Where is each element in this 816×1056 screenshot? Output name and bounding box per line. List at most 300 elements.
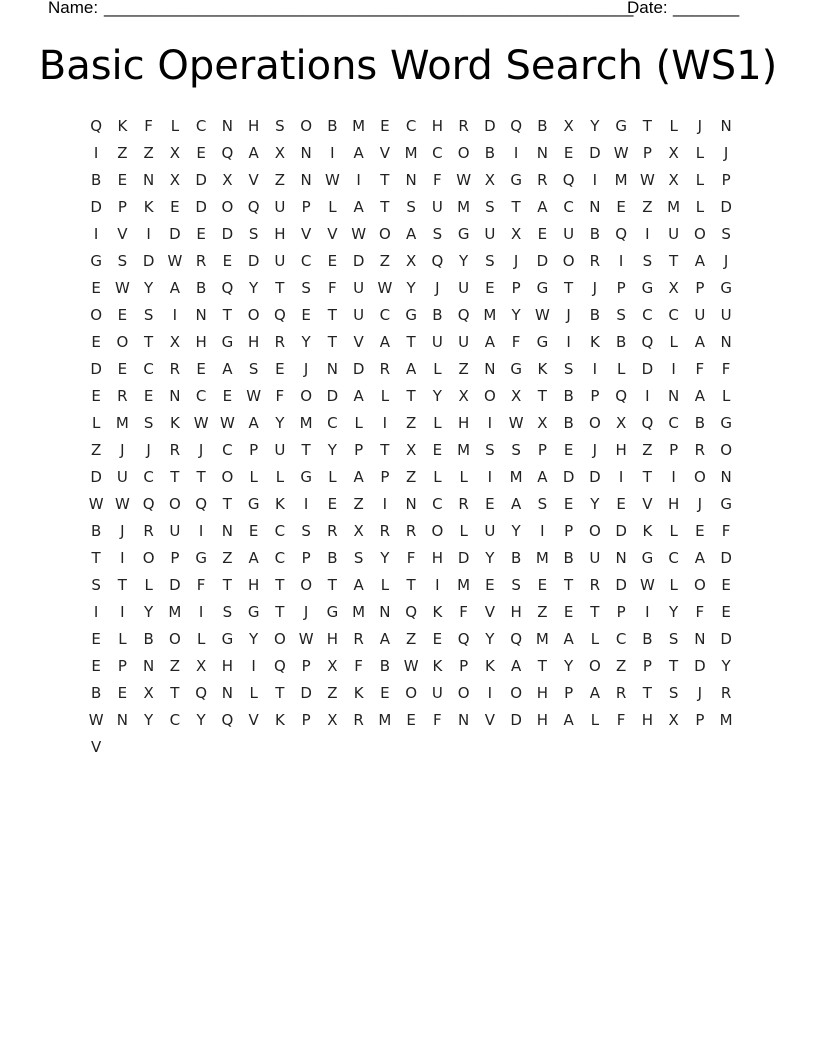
grid-letter: O bbox=[247, 305, 260, 324]
grid-letter: J bbox=[435, 278, 440, 297]
grid-letter: Y bbox=[406, 278, 416, 297]
grid-letter: W bbox=[246, 386, 262, 405]
grid-letter: L bbox=[249, 467, 258, 486]
grid-letter: T bbox=[406, 332, 416, 351]
grid-letter: Z bbox=[615, 656, 627, 675]
grid-letter: D bbox=[720, 629, 732, 648]
grid-letter: G bbox=[221, 629, 234, 648]
grid-letter: S bbox=[248, 359, 259, 378]
grid-letter: U bbox=[353, 305, 365, 324]
grid-letter: S bbox=[563, 359, 574, 378]
grid-letter: Y bbox=[485, 548, 495, 567]
grid-letter: P bbox=[695, 278, 705, 297]
grid-letter: E bbox=[91, 629, 101, 648]
grid-letter: N bbox=[116, 710, 128, 729]
grid-letter: A bbox=[248, 143, 259, 162]
grid-letter: D bbox=[352, 251, 365, 270]
grid-letter: K bbox=[642, 521, 653, 540]
grid-letter: X bbox=[405, 251, 417, 270]
grid-letter: P bbox=[117, 656, 127, 675]
grid-letter: S bbox=[143, 413, 154, 432]
grid-letter: G bbox=[720, 278, 732, 297]
grid-letter: E bbox=[721, 575, 731, 594]
grid-letter: O bbox=[562, 251, 575, 270]
date-label: Date: bbox=[627, 0, 668, 17]
grid-letter: F bbox=[328, 278, 337, 297]
grid-letter: N bbox=[326, 359, 338, 378]
grid-letter: S bbox=[353, 548, 364, 567]
grid-letter: T bbox=[564, 278, 574, 297]
grid-letter: P bbox=[170, 548, 180, 567]
grid-letter: V bbox=[300, 224, 312, 243]
grid-letter: V bbox=[117, 224, 128, 243]
grid-letter: Y bbox=[249, 278, 259, 297]
grid-letter: L bbox=[459, 467, 468, 486]
grid-letter: D bbox=[457, 548, 470, 567]
grid-letter: V bbox=[484, 710, 495, 729]
grid-letter: Q bbox=[221, 710, 234, 729]
grid-letter: A bbox=[169, 278, 180, 297]
grid-letter: I bbox=[592, 170, 598, 189]
grid-letter: Z bbox=[405, 467, 417, 486]
grid-letter: P bbox=[590, 386, 600, 405]
grid-letter: S bbox=[91, 575, 101, 594]
grid-letter: F bbox=[459, 602, 468, 621]
grid-letter: G bbox=[457, 224, 470, 243]
grid-letter: I bbox=[645, 224, 650, 243]
grid-letter: J bbox=[120, 521, 125, 540]
grid-letter: I bbox=[198, 521, 204, 540]
grid-letter: B bbox=[327, 116, 338, 135]
grid-letter: L bbox=[669, 521, 678, 540]
grid-letter: I bbox=[303, 494, 309, 513]
grid-letter: G bbox=[720, 413, 732, 432]
grid-letter: P bbox=[616, 602, 626, 621]
grid-letter: C bbox=[563, 197, 574, 216]
grid-letter: A bbox=[405, 224, 417, 243]
grid-letter: N bbox=[458, 710, 470, 729]
grid-letter: L bbox=[170, 116, 180, 135]
grid-letter: H bbox=[195, 332, 207, 351]
grid-letter: E bbox=[275, 359, 285, 378]
grid-letter: W bbox=[639, 575, 655, 594]
grid-letter: M bbox=[667, 197, 681, 216]
grid-letter: O bbox=[693, 224, 706, 243]
grid-letter: W bbox=[88, 710, 104, 729]
grid-letter: I bbox=[382, 494, 388, 513]
grid-letter: E bbox=[695, 521, 705, 540]
grid-letter: T bbox=[380, 440, 390, 459]
grid-letter: E bbox=[222, 386, 233, 405]
grid-letter: D bbox=[90, 467, 102, 486]
grid-letter: A bbox=[353, 386, 364, 405]
grid-letter: B bbox=[510, 548, 522, 567]
grid-letter: N bbox=[720, 467, 732, 486]
grid-letter: C bbox=[222, 440, 233, 459]
grid-letter: R bbox=[589, 251, 601, 270]
grid-letter: U bbox=[563, 224, 575, 243]
grid-letter: W bbox=[351, 224, 367, 243]
grid-letter: Z bbox=[405, 629, 417, 648]
grid-letter: L bbox=[433, 413, 442, 432]
grid-letter: J bbox=[513, 251, 519, 270]
grid-letter: R bbox=[694, 440, 706, 459]
grid-letter: P bbox=[301, 656, 311, 675]
grid-letter: R bbox=[458, 494, 469, 513]
grid-letter: J bbox=[723, 143, 729, 162]
grid-letter: Z bbox=[117, 143, 128, 162]
grid-letter: C bbox=[274, 521, 286, 540]
grid-letter: V bbox=[379, 143, 390, 162]
grid-letter: L bbox=[669, 575, 678, 594]
grid-letter: Z bbox=[169, 656, 181, 675]
grid-letter: L bbox=[721, 386, 731, 405]
grid-letter: O bbox=[510, 683, 523, 702]
grid-letter: S bbox=[485, 197, 495, 216]
grid-letter: O bbox=[221, 197, 234, 216]
grid-letter: F bbox=[695, 602, 705, 621]
grid-letter: H bbox=[641, 710, 654, 729]
grid-letter: P bbox=[249, 440, 259, 459]
grid-letter: O bbox=[588, 413, 601, 432]
grid-letter: F bbox=[433, 710, 442, 729]
grid-letter: T bbox=[642, 467, 652, 486]
grid-letter: Q bbox=[641, 413, 654, 432]
grid-letter: L bbox=[433, 359, 442, 378]
grid-letter: E bbox=[563, 602, 574, 621]
grid-letter: A bbox=[694, 332, 705, 351]
grid-letter: S bbox=[668, 629, 679, 648]
grid-letter: E bbox=[563, 494, 574, 513]
grid-letter: E bbox=[485, 575, 495, 594]
grid-letter: I bbox=[671, 359, 676, 378]
grid-letter: P bbox=[564, 683, 574, 702]
grid-letter: O bbox=[457, 143, 470, 162]
grid-letter: U bbox=[458, 332, 470, 351]
grid-letter: X bbox=[668, 143, 679, 162]
grid-letter: T bbox=[380, 170, 390, 189]
grid-letter: C bbox=[668, 548, 679, 567]
grid-letter: M bbox=[614, 170, 628, 189]
grid-letter: C bbox=[195, 116, 207, 135]
grid-letter: I bbox=[356, 170, 361, 189]
grid-letter: S bbox=[485, 251, 495, 270]
grid-letter: P bbox=[721, 170, 731, 189]
grid-letter: M bbox=[352, 602, 366, 621]
grid-letter: L bbox=[459, 521, 468, 540]
grid-letter: U bbox=[668, 224, 680, 243]
grid-letter: G bbox=[247, 602, 260, 621]
grid-letter: W bbox=[639, 170, 655, 189]
grid-letter: D bbox=[90, 359, 102, 378]
grid-letter: Q bbox=[247, 197, 260, 216]
grid-letter: K bbox=[274, 494, 285, 513]
grid-letter: T bbox=[642, 683, 652, 702]
grid-letter: N bbox=[589, 197, 601, 216]
grid-letter: Z bbox=[327, 683, 338, 702]
grid-letter: V bbox=[484, 602, 495, 621]
grid-letter: X bbox=[668, 710, 679, 729]
grid-letter: G bbox=[720, 494, 732, 513]
grid-letter: S bbox=[143, 305, 154, 324]
grid-letter: X bbox=[327, 656, 338, 675]
grid-letter: S bbox=[668, 683, 679, 702]
grid-letter: L bbox=[695, 170, 705, 189]
grid-letter: A bbox=[353, 467, 364, 486]
grid-letter: V bbox=[353, 332, 364, 351]
grid-letter: P bbox=[301, 197, 311, 216]
grid-letter: N bbox=[720, 332, 732, 351]
grid-letter: L bbox=[590, 710, 600, 729]
grid-letter: C bbox=[143, 467, 154, 486]
grid-letter: X bbox=[169, 332, 181, 351]
grid-letter: D bbox=[589, 467, 601, 486]
grid-letter: K bbox=[484, 656, 495, 675]
grid-letter: P bbox=[669, 440, 679, 459]
grid-letter: T bbox=[275, 683, 285, 702]
grid-letter: T bbox=[327, 575, 337, 594]
grid-letter: O bbox=[405, 683, 418, 702]
grid-letter: M bbox=[299, 413, 313, 432]
grid-letter: Q bbox=[510, 116, 523, 135]
grid-letter: D bbox=[720, 548, 732, 567]
grid-letter: X bbox=[405, 440, 417, 459]
grid-letter: C bbox=[327, 413, 338, 432]
grid-letter: Y bbox=[432, 386, 442, 405]
grid-letter: N bbox=[221, 683, 233, 702]
grid-letter: G bbox=[641, 548, 654, 567]
grid-letter: O bbox=[483, 386, 496, 405]
grid-letter: R bbox=[379, 359, 391, 378]
grid-letter: T bbox=[170, 683, 180, 702]
grid-letter: M bbox=[719, 710, 733, 729]
grid-letter: Z bbox=[405, 413, 417, 432]
grid-letter: Y bbox=[275, 413, 285, 432]
grid-letter: T bbox=[642, 116, 652, 135]
grid-letter: F bbox=[511, 332, 521, 351]
grid-letter: L bbox=[91, 413, 101, 432]
grid-letter: Q bbox=[615, 386, 628, 405]
grid-letter: D bbox=[536, 251, 549, 270]
grid-letter: F bbox=[433, 170, 442, 189]
grid-letter: A bbox=[563, 629, 574, 648]
grid-letter: I bbox=[146, 224, 151, 243]
grid-letter: M bbox=[404, 143, 418, 162]
grid-letter: H bbox=[431, 548, 444, 567]
grid-letter: H bbox=[247, 332, 260, 351]
grid-letter: L bbox=[275, 467, 285, 486]
grid-letter: D bbox=[694, 656, 706, 675]
grid-letter: G bbox=[536, 332, 549, 351]
grid-letter: X bbox=[563, 116, 574, 135]
grid-letter: E bbox=[143, 386, 154, 405]
grid-letter: Q bbox=[405, 602, 418, 621]
grid-letter: M bbox=[535, 548, 549, 567]
grid-letter: Z bbox=[222, 548, 233, 567]
grid-letter: Y bbox=[301, 332, 311, 351]
grid-letter: Q bbox=[431, 251, 444, 270]
grid-letter: Q bbox=[457, 629, 470, 648]
grid-letter: J bbox=[697, 116, 703, 135]
grid-letter: W bbox=[403, 656, 419, 675]
grid-letter: O bbox=[457, 683, 470, 702]
grid-letter: T bbox=[380, 197, 390, 216]
grid-letter: K bbox=[274, 710, 285, 729]
grid-letter: W bbox=[508, 413, 524, 432]
grid-letter: Q bbox=[221, 278, 234, 297]
grid-letter: O bbox=[300, 116, 313, 135]
grid-letter: Q bbox=[510, 629, 523, 648]
grid-letter: X bbox=[274, 143, 286, 162]
grid-letter: I bbox=[487, 413, 493, 432]
grid-letter: B bbox=[615, 332, 627, 351]
grid-letter: A bbox=[248, 413, 259, 432]
grid-letter: O bbox=[273, 629, 286, 648]
grid-letter: U bbox=[458, 278, 470, 297]
grid-letter: D bbox=[169, 575, 181, 594]
grid-letter: I bbox=[120, 602, 125, 621]
grid-letter: I bbox=[93, 224, 99, 243]
grid-letter: W bbox=[114, 278, 130, 297]
grid-letter: M bbox=[115, 413, 129, 432]
grid-letter: D bbox=[352, 359, 365, 378]
grid-letter: G bbox=[221, 332, 234, 351]
grid-letter: E bbox=[432, 629, 443, 648]
grid-letter: K bbox=[432, 656, 443, 675]
grid-letter: P bbox=[695, 710, 705, 729]
grid-letter: V bbox=[327, 224, 338, 243]
grid-letter: S bbox=[511, 440, 521, 459]
grid-letter: O bbox=[693, 575, 706, 594]
grid-letter: H bbox=[510, 602, 522, 621]
grid-letter: X bbox=[668, 170, 679, 189]
grid-letter: P bbox=[301, 548, 311, 567]
grid-letter: W bbox=[219, 413, 235, 432]
grid-letter: P bbox=[301, 710, 311, 729]
grid-letter: L bbox=[328, 467, 337, 486]
grid-letter: E bbox=[537, 575, 548, 594]
grid-letter: G bbox=[405, 305, 417, 324]
grid-letter: I bbox=[382, 413, 388, 432]
grid-letter: Y bbox=[196, 710, 206, 729]
grid-letter: B bbox=[537, 116, 548, 135]
grid-letter: N bbox=[615, 548, 627, 567]
grid-letter: B bbox=[432, 305, 443, 324]
grid-letter: J bbox=[303, 602, 309, 621]
grid-letter: J bbox=[723, 251, 729, 270]
grid-letter: H bbox=[431, 116, 444, 135]
grid-letter: T bbox=[275, 602, 285, 621]
grid-letter: T bbox=[564, 575, 574, 594]
grid-letter: Z bbox=[458, 359, 469, 378]
grid-letter: N bbox=[694, 629, 706, 648]
grid-letter: X bbox=[615, 413, 627, 432]
grid-letter: Y bbox=[669, 602, 679, 621]
grid-letter: U bbox=[484, 521, 496, 540]
grid-letter: M bbox=[378, 710, 392, 729]
grid-letter: T bbox=[275, 278, 285, 297]
grid-letter: S bbox=[616, 305, 626, 324]
grid-letter: M bbox=[352, 116, 366, 135]
grid-letter: Y bbox=[380, 548, 390, 567]
grid-letter: V bbox=[642, 494, 653, 513]
grid-letter: E bbox=[248, 521, 259, 540]
grid-letter: H bbox=[667, 494, 680, 513]
grid-letter: T bbox=[327, 305, 337, 324]
page-title: Basic Operations Word Search (WS1) bbox=[38, 43, 778, 89]
grid-letter: S bbox=[485, 440, 495, 459]
grid-letter: P bbox=[511, 278, 521, 297]
grid-letter: K bbox=[143, 197, 154, 216]
name-blank-line: ________________________________________________________ bbox=[104, 0, 634, 17]
grid-letter: Q bbox=[615, 224, 628, 243]
grid-letter: T bbox=[275, 575, 285, 594]
grid-letter: U bbox=[431, 332, 443, 351]
grid-letter: W bbox=[456, 170, 472, 189]
grid-letter: A bbox=[589, 683, 600, 702]
grid-letter: K bbox=[117, 116, 128, 135]
grid-letter: Q bbox=[142, 494, 155, 513]
grid-letter: L bbox=[196, 629, 206, 648]
grid-letter: E bbox=[91, 278, 101, 297]
grid-letter: F bbox=[196, 575, 206, 594]
grid-letter: P bbox=[642, 656, 652, 675]
grid-letter: D bbox=[142, 251, 155, 270]
grid-letter: N bbox=[405, 494, 417, 513]
grid-letter: V bbox=[90, 737, 102, 756]
grid-letter: X bbox=[458, 386, 469, 405]
grid-letter: D bbox=[90, 197, 102, 216]
grid-letter: E bbox=[222, 251, 233, 270]
grid-letter: U bbox=[720, 305, 732, 324]
grid-letter: R bbox=[615, 683, 627, 702]
grid-letter: P bbox=[616, 278, 626, 297]
grid-letter: L bbox=[380, 575, 390, 594]
grid-letter: T bbox=[406, 575, 416, 594]
grid-letter: J bbox=[120, 440, 125, 459]
grid-letter: T bbox=[669, 251, 679, 270]
grid-letter: Y bbox=[564, 656, 574, 675]
grid-letter: C bbox=[300, 251, 312, 270]
grid-letter: S bbox=[222, 602, 233, 621]
grid-letter: G bbox=[247, 494, 260, 513]
grid-letter: T bbox=[196, 467, 206, 486]
grid-letter: A bbox=[353, 143, 364, 162]
grid-letter: B bbox=[327, 548, 338, 567]
grid-letter: M bbox=[535, 629, 549, 648]
grid-letter: A bbox=[694, 548, 705, 567]
grid-letter: T bbox=[117, 575, 127, 594]
grid-letter: I bbox=[487, 467, 493, 486]
grid-letter: K bbox=[169, 413, 180, 432]
grid-letter: D bbox=[195, 170, 207, 189]
grid-letter: O bbox=[588, 521, 601, 540]
grid-letter: Z bbox=[537, 602, 548, 621]
grid-letter: Z bbox=[642, 197, 653, 216]
grid-letter: N bbox=[300, 170, 312, 189]
grid-letter: I bbox=[618, 251, 624, 270]
grid-letter: T bbox=[537, 656, 547, 675]
grid-letter: E bbox=[170, 197, 180, 216]
grid-letter: H bbox=[615, 440, 627, 459]
grid-letter: Q bbox=[562, 170, 575, 189]
grid-letter: A bbox=[694, 251, 705, 270]
grid-letter: L bbox=[616, 359, 626, 378]
grid-letter: E bbox=[117, 305, 128, 324]
grid-letter: T bbox=[222, 494, 232, 513]
grid-letter: T bbox=[537, 386, 547, 405]
grid-letter: D bbox=[195, 197, 207, 216]
